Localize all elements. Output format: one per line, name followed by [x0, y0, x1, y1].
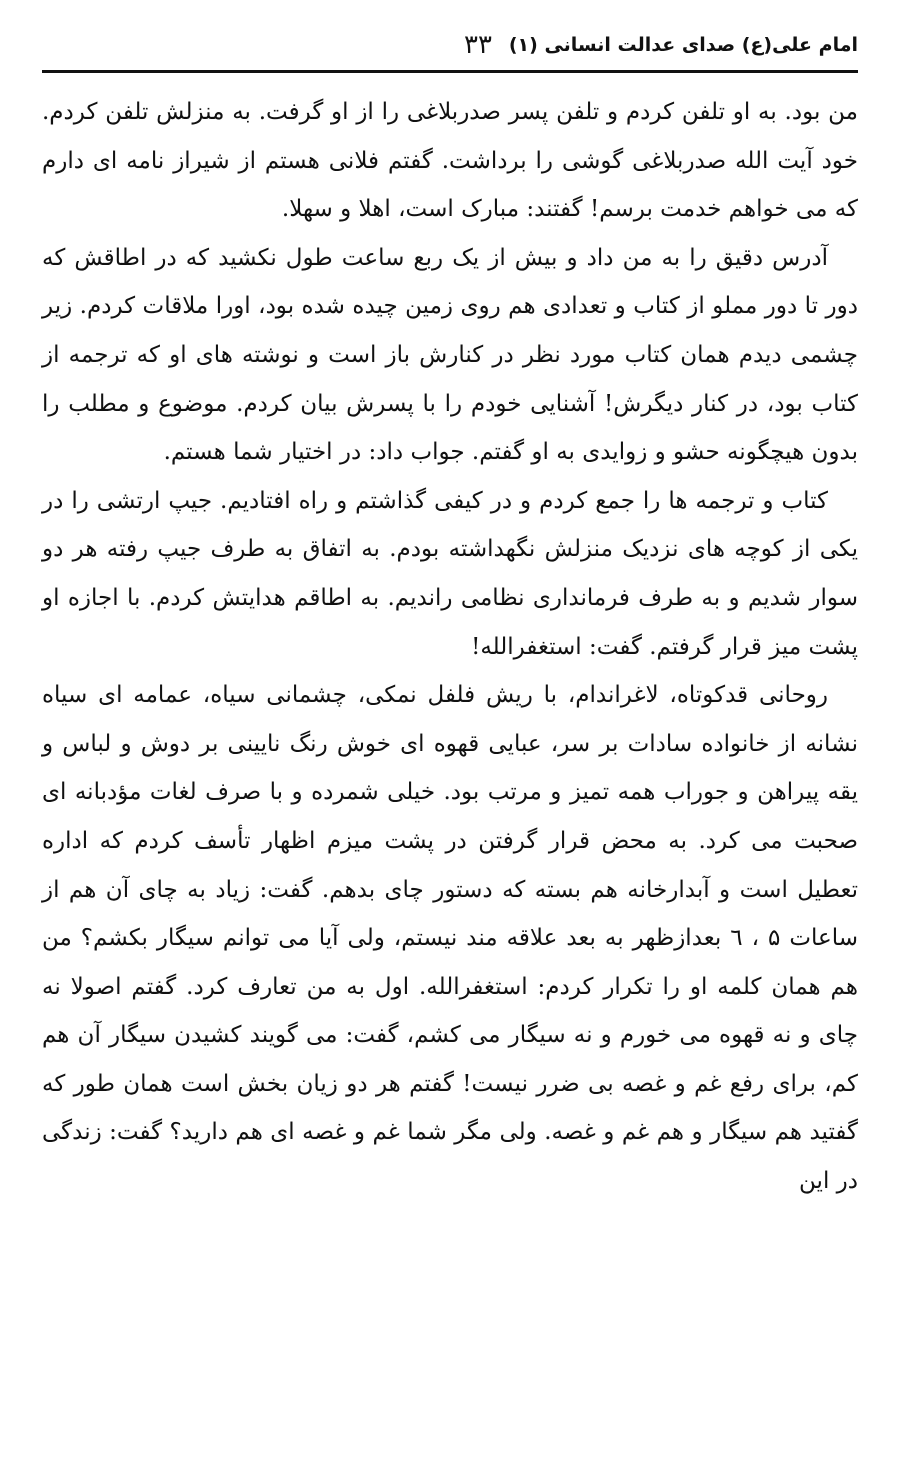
paragraph-2: آدرس دقیق را به من داد و بیش از یک ربع ساعت طول نکشید که در اطاقش که دور تا دور مملو از کتاب و تعدادی هم روی زمین چیده شده بود، اورا ملاقات کردم. زیر چشمی دیدم همان کتاب مورد نظر در کنارش باز است و نوشته های او که ترجمه از کتاب بود، در کنار دیگرش! آشنایی خودم را با پسرش بیان کردم. موضوع و مطلب را بدون هیچگونه حشو و زوایدی به او گفتم. جواب داد: در اختیار شما هستم.	[42, 244, 858, 466]
paragraph-4: روحانی قدکوتاه، لاغراندام، با ریش فلفل نمکی، چشمانی سیاه، عمامه ای سیاه نشانه از خانواده سادات بر سر، عبایی قهوه ای خوش رنگ نایینی بر دوش و لباس و یقه پیراهن و جوراب همه تمیز و مرتب بود. خیلی شمرده و با صرف لغات مؤدبانه ای صحبت می کرد. به محض قرار گرفتن در پشت میزم اظهار تأسف کردم که اداره تعطیل است و آبدارخانه هم بسته که دستور چای بدهم. گفت: زیاد به چای آن هم از ساعات ۵ ، ٦ بعدازظهر به بعد علاقه مند نیستم، ولی آیا می توانم سیگار بکشم؟ من هم همان کلمه او را تکرار کردم: استغفرالله. اول به من تعارف کرد. گفتم اصولا نه چای و نه قهوه می خورم و نه سیگار می کشم، گفت: می گویند کشیدن سیگار آن هم کم، برای رفع غم و غصه بی ضرر نیست! گفتم هر دو زیان بخش است همان طور که گفتید هم سیگار و هم غم و غصه. ولی مگر شما غم و غصه ای هم دارید؟ گفت: زندگی در این	[42, 682, 858, 1195]
page-header	[42, 30, 858, 73]
paragraph-3: کتاب و ترجمه ها را جمع کردم و در کیفی گذاشتم و راه افتادیم. جیپ ارتشی را در یکی از کوچه های نزدیک منزلش نگهداشته بودم. به اتفاق به طرف جیپ رفته هر دو سوار شدیم و به طرف فرمانداری نظامی راندیم. به اطاقم هدایتش کردم. با اجازه او پشت میز قرار گرفتم. گفت: استغفرالله!	[42, 487, 858, 660]
running-title: امام علی(ع) صدای عدالت انسانی (۱)	[508, 34, 858, 56]
page-number: ۳۳	[464, 30, 492, 60]
paragraph-1: من بود. به او تلفن کردم و تلفن پسر صدربلاغی را از او گرفت. به منزلش تلفن کردم. خود آیت الله صدربلاغی گوشی را برداشت. گفتم فلانی هستم از شیراز نامه ای دارم که می خواهم خدمت برسم! گفتند: مبارک است، اهلا و سهلا.	[42, 99, 858, 223]
body-text	[42, 88, 858, 1206]
